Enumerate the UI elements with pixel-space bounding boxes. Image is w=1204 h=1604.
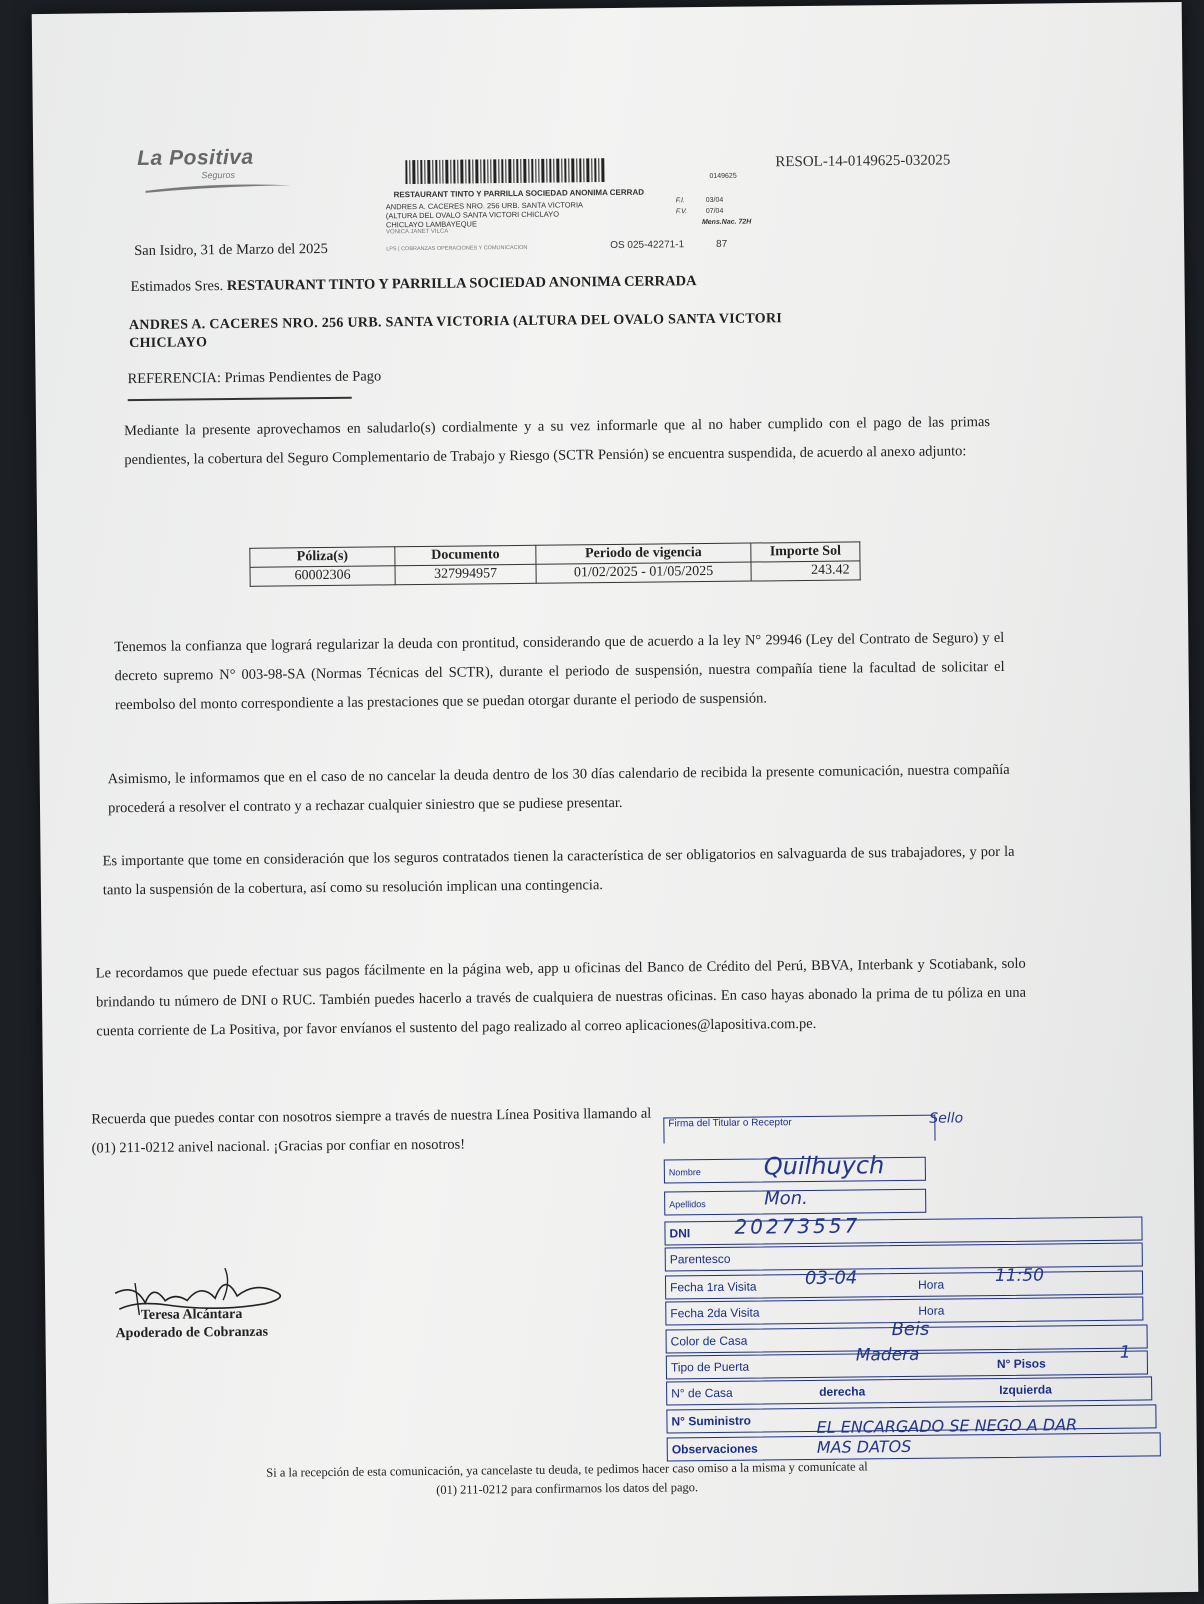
reference: REFERENCIA: Primas Pendientes de Pago (127, 368, 382, 388)
label-dept: LPS | COBRANZAS OPERACIONES Y COMUNICACION (386, 244, 528, 253)
label-address-line2: (ALTURA DEL OVALO SANTA VICTORI CHICLAYO (385, 209, 560, 221)
salutation-prefix: Estimados Sres. (130, 278, 224, 296)
label-mens: Mens.Nac. 72H (701, 218, 752, 227)
stamp-fecha1-row (665, 1270, 1143, 1299)
stamp-fecha2-label: Fecha 2da Visita (670, 1305, 760, 1321)
paragraph-3: Asimismo, le informamos que en el caso de no cancelar la deuda dentro de los 30 días calendario de recibida la presente comunicación, nuestra compañía procederá a resolver el contrato y a rechazar cualquier siniestro que se pudiese presentar. (107, 761, 1010, 817)
resolution-number: RESOL-14-0149625-032025 (775, 152, 951, 171)
stamp-izquierda-label: Izquierda (999, 1382, 1052, 1398)
policy-table (249, 541, 860, 586)
stamp-observaciones-label: Observaciones (671, 1441, 758, 1457)
salutation (130, 273, 696, 296)
stamp-nombre-label: Nombre (668, 1167, 701, 1178)
delivery-stamp (663, 1092, 1177, 1489)
hand-pisos: 1 (1119, 1342, 1131, 1363)
hand-fecha1: 03-04 (804, 1267, 858, 1290)
label-fv-value: 07/04 (705, 207, 724, 216)
label-os: OS 025-42271-1 (610, 239, 685, 252)
logo-swoosh-icon (143, 179, 293, 195)
stamp-pisos-label: N° Pisos (996, 1356, 1046, 1372)
paragraph-5: Le recordamos que puede efectuar sus pagos fácilmente en la página web, app u oficinas del Banco de Crédito del Perú, BBVA, Interbank y Scotiabank, solo brindando tu número de DNI o RUC. También puedes hacerlo a través de cualquiera de nuestras oficinas. En caso hayas abonado la prima de tu póliza en una cuenta corriente de La Positiva, por favor envíanos el sustento del pago realizado al correo aplicaciones@lapositiva.com.pe. (95, 955, 1027, 1040)
stamp-color-label: Color de Casa (670, 1333, 748, 1349)
header-importe: Importe Sol (751, 542, 860, 562)
paragraph-4: Es importante que tome en consideración que los seguros contratados tienen la característica de ser obligatorios en salvaguarda de sus trabajadores, y por la tanto la suspensión de la cobertura, así como su resolución implican una contingencia. (102, 843, 1015, 899)
paragraph-2: Tenemos la confianza que logrará regularizar la deuda con prontitud, considerando que de acuerdo a la ley N° 29946 (Ley del Contrato de Seguro) y el decreto supremo N° 003-98-SA (Normas Técnicas del SCTR), durante el periodo de suspensión, nuestra compañía tiene la facultad de solicitar el reembolso del monto correspondiente a las prestaciones que se puedan otorgar durante el periodo de suspensión. (114, 629, 1005, 714)
stamp-suministro-label: N° Suministro (671, 1413, 752, 1429)
footer-note (157, 1456, 977, 1503)
footer-line1: Si a la recepción de esta comunicación, ya cancelaste tu deuda, te pedimos hacer caso omiso a la misma y comunícate al (266, 1459, 868, 1480)
signer-title: Apoderado de Cobranzas (115, 1324, 269, 1342)
address-line2: CHICLAYO (129, 335, 208, 352)
recipient-address (129, 310, 783, 353)
cell-periodo: 01/02/2025 - 01/05/2025 (536, 562, 751, 583)
stamp-parentesco-label: Parentesco (669, 1251, 731, 1267)
letter-sheet (32, 2, 1199, 1604)
stamp-apellidos-label: Apellidos (669, 1199, 706, 1210)
reference-underline (128, 397, 352, 401)
stamp-hora-label: Hora (917, 1277, 945, 1292)
stamp-parentesco-row (665, 1242, 1143, 1271)
stamp-fecha1-label: Fecha 1ra Visita (670, 1279, 757, 1295)
hand-observaciones: EL ENCARGADO SE NEGO A DAR MAS DATOS (816, 1415, 1078, 1457)
label-address-line1: ANDRES A. CACERES NRO. 256 URB. SANTA VICTORIA (385, 200, 584, 212)
hand-color: Beis (891, 1318, 930, 1341)
hand-puerta: Madera (855, 1344, 920, 1366)
stamp-ncasa-label: N° de Casa (671, 1385, 733, 1401)
label-fi: F.I. (675, 197, 685, 205)
signer-name: Teresa Alcántara (140, 1306, 243, 1323)
barcode-icon (405, 158, 605, 184)
address-line1: ANDRES A. CACERES NRO. 256 URB. SANTA VICTORIA (ALTURA DEL OVALO SANTA VICTORI (128, 311, 783, 334)
company-logo-subtitle: Seguros (201, 169, 235, 181)
place-date: San Isidro, 31 de Marzo del 2025 (134, 240, 328, 260)
stamp-dni-label: DNI (669, 1226, 691, 1241)
company-logo: La Positiva (137, 145, 254, 170)
signer-block (115, 1306, 268, 1344)
label-address-line3: CHICLAYO LAMBAYEQUE (385, 219, 477, 230)
salutation-name: RESTAURANT TINTO Y PARRILLA SOCIEDAD ANONIMA CERRADA (226, 273, 697, 295)
hand-sello: Sello (929, 1110, 964, 1127)
header-poliza: Póliza(s) (250, 547, 395, 568)
label-contact: VONICA JANET VILCA (385, 228, 449, 236)
hand-nombre: Quilhuych (763, 1151, 885, 1181)
hand-hora: 11:50 (994, 1265, 1045, 1287)
label-fi-value: 03/04 (705, 196, 724, 205)
label-code: 0149625 (709, 172, 737, 180)
hand-apellidos: Mon. (764, 1188, 808, 1210)
stamp-puerta-label: Tipo de Puerta (670, 1359, 750, 1375)
header-periodo: Periodo de vigencia (536, 543, 751, 564)
stamp-hora2-label: Hora (918, 1303, 945, 1318)
paragraph-1: Mediante la presente aprovechamos en saludarlo(s) cordialmente y a su vez informarle que al no haber cumplido con el pago de las primas pendientes, la cobertura del Seguro Complementario de Trabajo y Riesgo (SCTR Pensión) se encuentra suspendida, de acuerdo al anexo adjunto: (123, 414, 991, 469)
stamp-receptor-label: Firma del Titular o Receptor (663, 1115, 935, 1144)
label-fv: F.V. (675, 208, 688, 216)
label-os-num: 87 (716, 238, 728, 250)
hand-dni: 20273557 (734, 1213, 861, 1239)
label-recipient: RESTAURANT TINTO Y PARRILLA SOCIEDAD ANONIMA CERRAD (393, 187, 645, 200)
stamp-ncasa-row (666, 1376, 1152, 1405)
cell-documento: 327994957 (395, 564, 536, 584)
cell-importe: 243.42 (751, 561, 860, 581)
paragraph-6: Recuerda que puedes contar con nosotros siempre a través de nuestra Línea Positiva llamando al (01) 211-0212 anivel nacional. ¡Gracias por confiar en nosotros! (91, 1105, 652, 1157)
cell-poliza: 60002306 (250, 566, 395, 587)
header-documento: Documento (395, 545, 536, 565)
footer-line2: (01) 211-0212 para confirmarnos los datos del pago. (436, 1480, 699, 1497)
stamp-derecha-label: derecha (819, 1384, 866, 1399)
